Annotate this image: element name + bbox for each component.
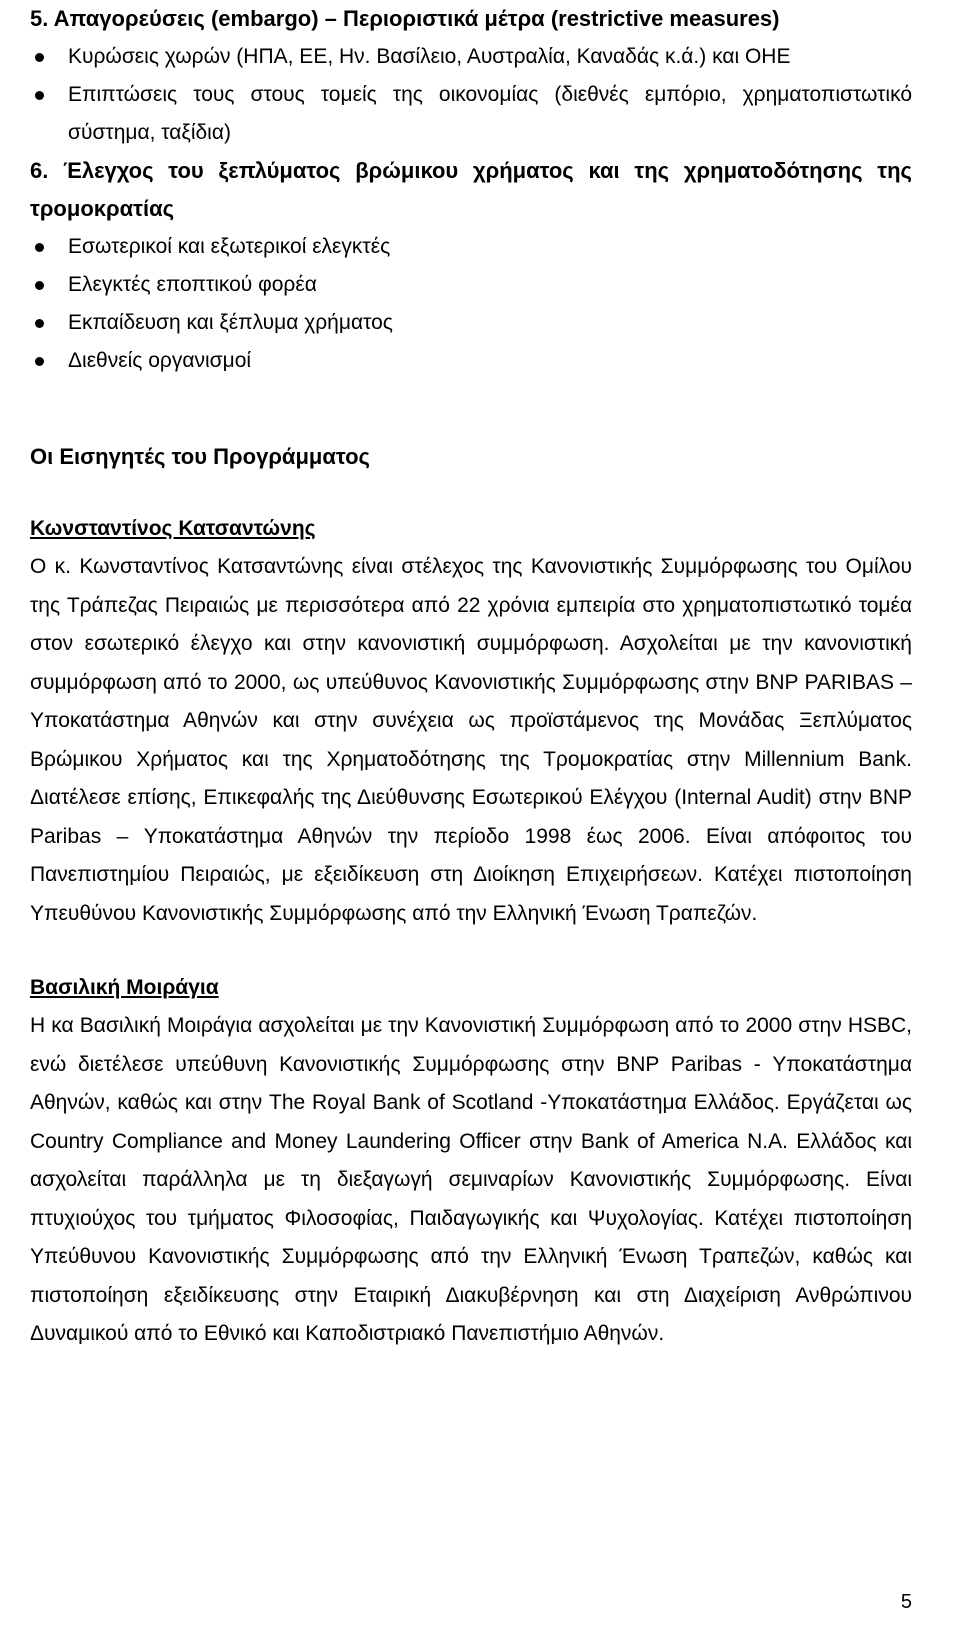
- list-item: [30, 304, 912, 342]
- list-item: [30, 228, 912, 266]
- list-item: [30, 76, 912, 152]
- speaker-name-1: Κωνσταντίνος Κατσαντώνης: [30, 517, 316, 540]
- list-item-text: Επιπτώσεις τους στους τομείς της οικονομίας (διεθνές εμπόριο, χρηματοπιστωτικό σύστημα, ταξίδια): [68, 83, 912, 144]
- section-6-bullet-list: [30, 228, 912, 380]
- list-item-text: Εκπαίδευση και ξέπλυμα χρήματος: [68, 311, 393, 334]
- section-6-heading: 6. Έλεγχος του ξεπλύματος βρώμικου χρήματος και της χρηματοδότησης της τρομοκρατίας: [30, 158, 912, 221]
- bullet-icon: [35, 319, 44, 328]
- list-item-text: Διεθνείς οργανισμοί: [68, 349, 252, 372]
- list-item-text: Εσωτερικοί και εξωτερικοί ελεγκτές: [68, 235, 391, 258]
- bullet-icon: [35, 243, 44, 252]
- document-page: [30, 0, 912, 1643]
- list-item: [30, 38, 912, 76]
- list-item: [30, 342, 912, 380]
- list-item-text: Κυρώσεις χωρών (ΗΠΑ, ΕΕ, Ην. Βασίλειο, Αυστραλία, Καναδάς κ.ά.) και ΟΗΕ: [68, 45, 791, 68]
- list-item: [30, 266, 912, 304]
- bullet-icon: [35, 91, 44, 100]
- section-5-bullet-list: [30, 38, 912, 152]
- bullet-icon: [35, 357, 44, 366]
- speaker-bio-1: Ο κ. Κωνσταντίνος Κατσαντώνης είναι στέλεχος της Κανονιστικής Συμμόρφωσης του Ομίλου της Τράπεζας Πειραιώς με περισσότερα από 22 χρόνια εμπειρία στο χρηματοπιστωτικό τομέα στον εσωτερικό έλεγχο και στην κανονιστική συμμόρφωση. Ασχολείται με την κανονιστική συμμόρφωση από το 2000, ως υπεύθυνος Κανονιστικής Συμμόρφωσης στην BNP PARIBAS – Υποκατάστημα Αθηνών και στην συνέχεια ως προϊστάμενος της Μονάδας Ξεπλύματος Βρώμικου Χρήματος και της Χρηματοδότησης της Τρομοκρατίας στην Millennium Bank. Διατέλεσε επίσης, Επικεφαλής της Διεύθυνσης Εσωτερικού Ελέγχου (Internal Audit) στην BNP Paribas – Υποκατάστημα Αθηνών την περίοδο 1998 έως 2006. Είναι απόφοιτος του Πανεπιστημίου Πειραιώς, με εξειδίκευση στη Διοίκηση Επιχειρήσεων. Κατέχει πιστοποίηση Υπευθύνου Κανονιστικής Συμμόρφωσης από την Ελληνική Ένωση Τραπεζών.: [30, 555, 912, 925]
- bullet-icon: [35, 281, 44, 290]
- speakers-title: Οι Εισηγητές του Προγράμματος: [30, 444, 370, 469]
- bullet-icon: [35, 53, 44, 62]
- list-item-text: Ελεγκτές εποπτικού φορέα: [68, 273, 317, 296]
- section-5-heading: 5. Απαγορεύσεις (embargo) – Περιοριστικά μέτρα (restrictive measures): [30, 6, 780, 31]
- speaker-bio-2: Η κα Βασιλική Μοιράγια ασχολείται με την Κανονιστική Συμμόρφωση από το 2000 στην HSBC, ενώ διετέλεσε υπεύθυνη Κανονιστικής Συμμόρφωσης στην BNP Paribas - Υποκατάστημα Αθηνών, καθώς και στην The Royal Bank of Scotland -Υποκατάστημα Ελλάδος. Εργάζεται ως Country Compliance and Money Laundering Officer στην Bank of America N.A. Ελλάδος και ασχολείται παράλληλα με τη διεξαγωγή σεμιναρίων Κανονιστικής Συμμόρφωσης. Είναι πτυχιούχος του τμήματος Φιλοσοφίας, Παιδαγωγικής και Ψυχολογίας. Κατέχει πιστοποίηση Υπεύθυνου Κανονιστικής Συμμόρφωσης από την Ελληνική Ένωση Τραπεζών, καθώς και πιστοποίηση εξειδίκευσης στην Εταιρική Διακυβέρνηση και στη Διαχείριση Ανθρώπινου Δυναμικού από το Εθνικό και Καποδιστριακό Πανεπιστήμιο Αθηνών.: [30, 1014, 912, 1345]
- page-number: 5: [900, 1591, 912, 1613]
- speaker-name-2: Βασιλική Μοιράγια: [30, 976, 219, 999]
